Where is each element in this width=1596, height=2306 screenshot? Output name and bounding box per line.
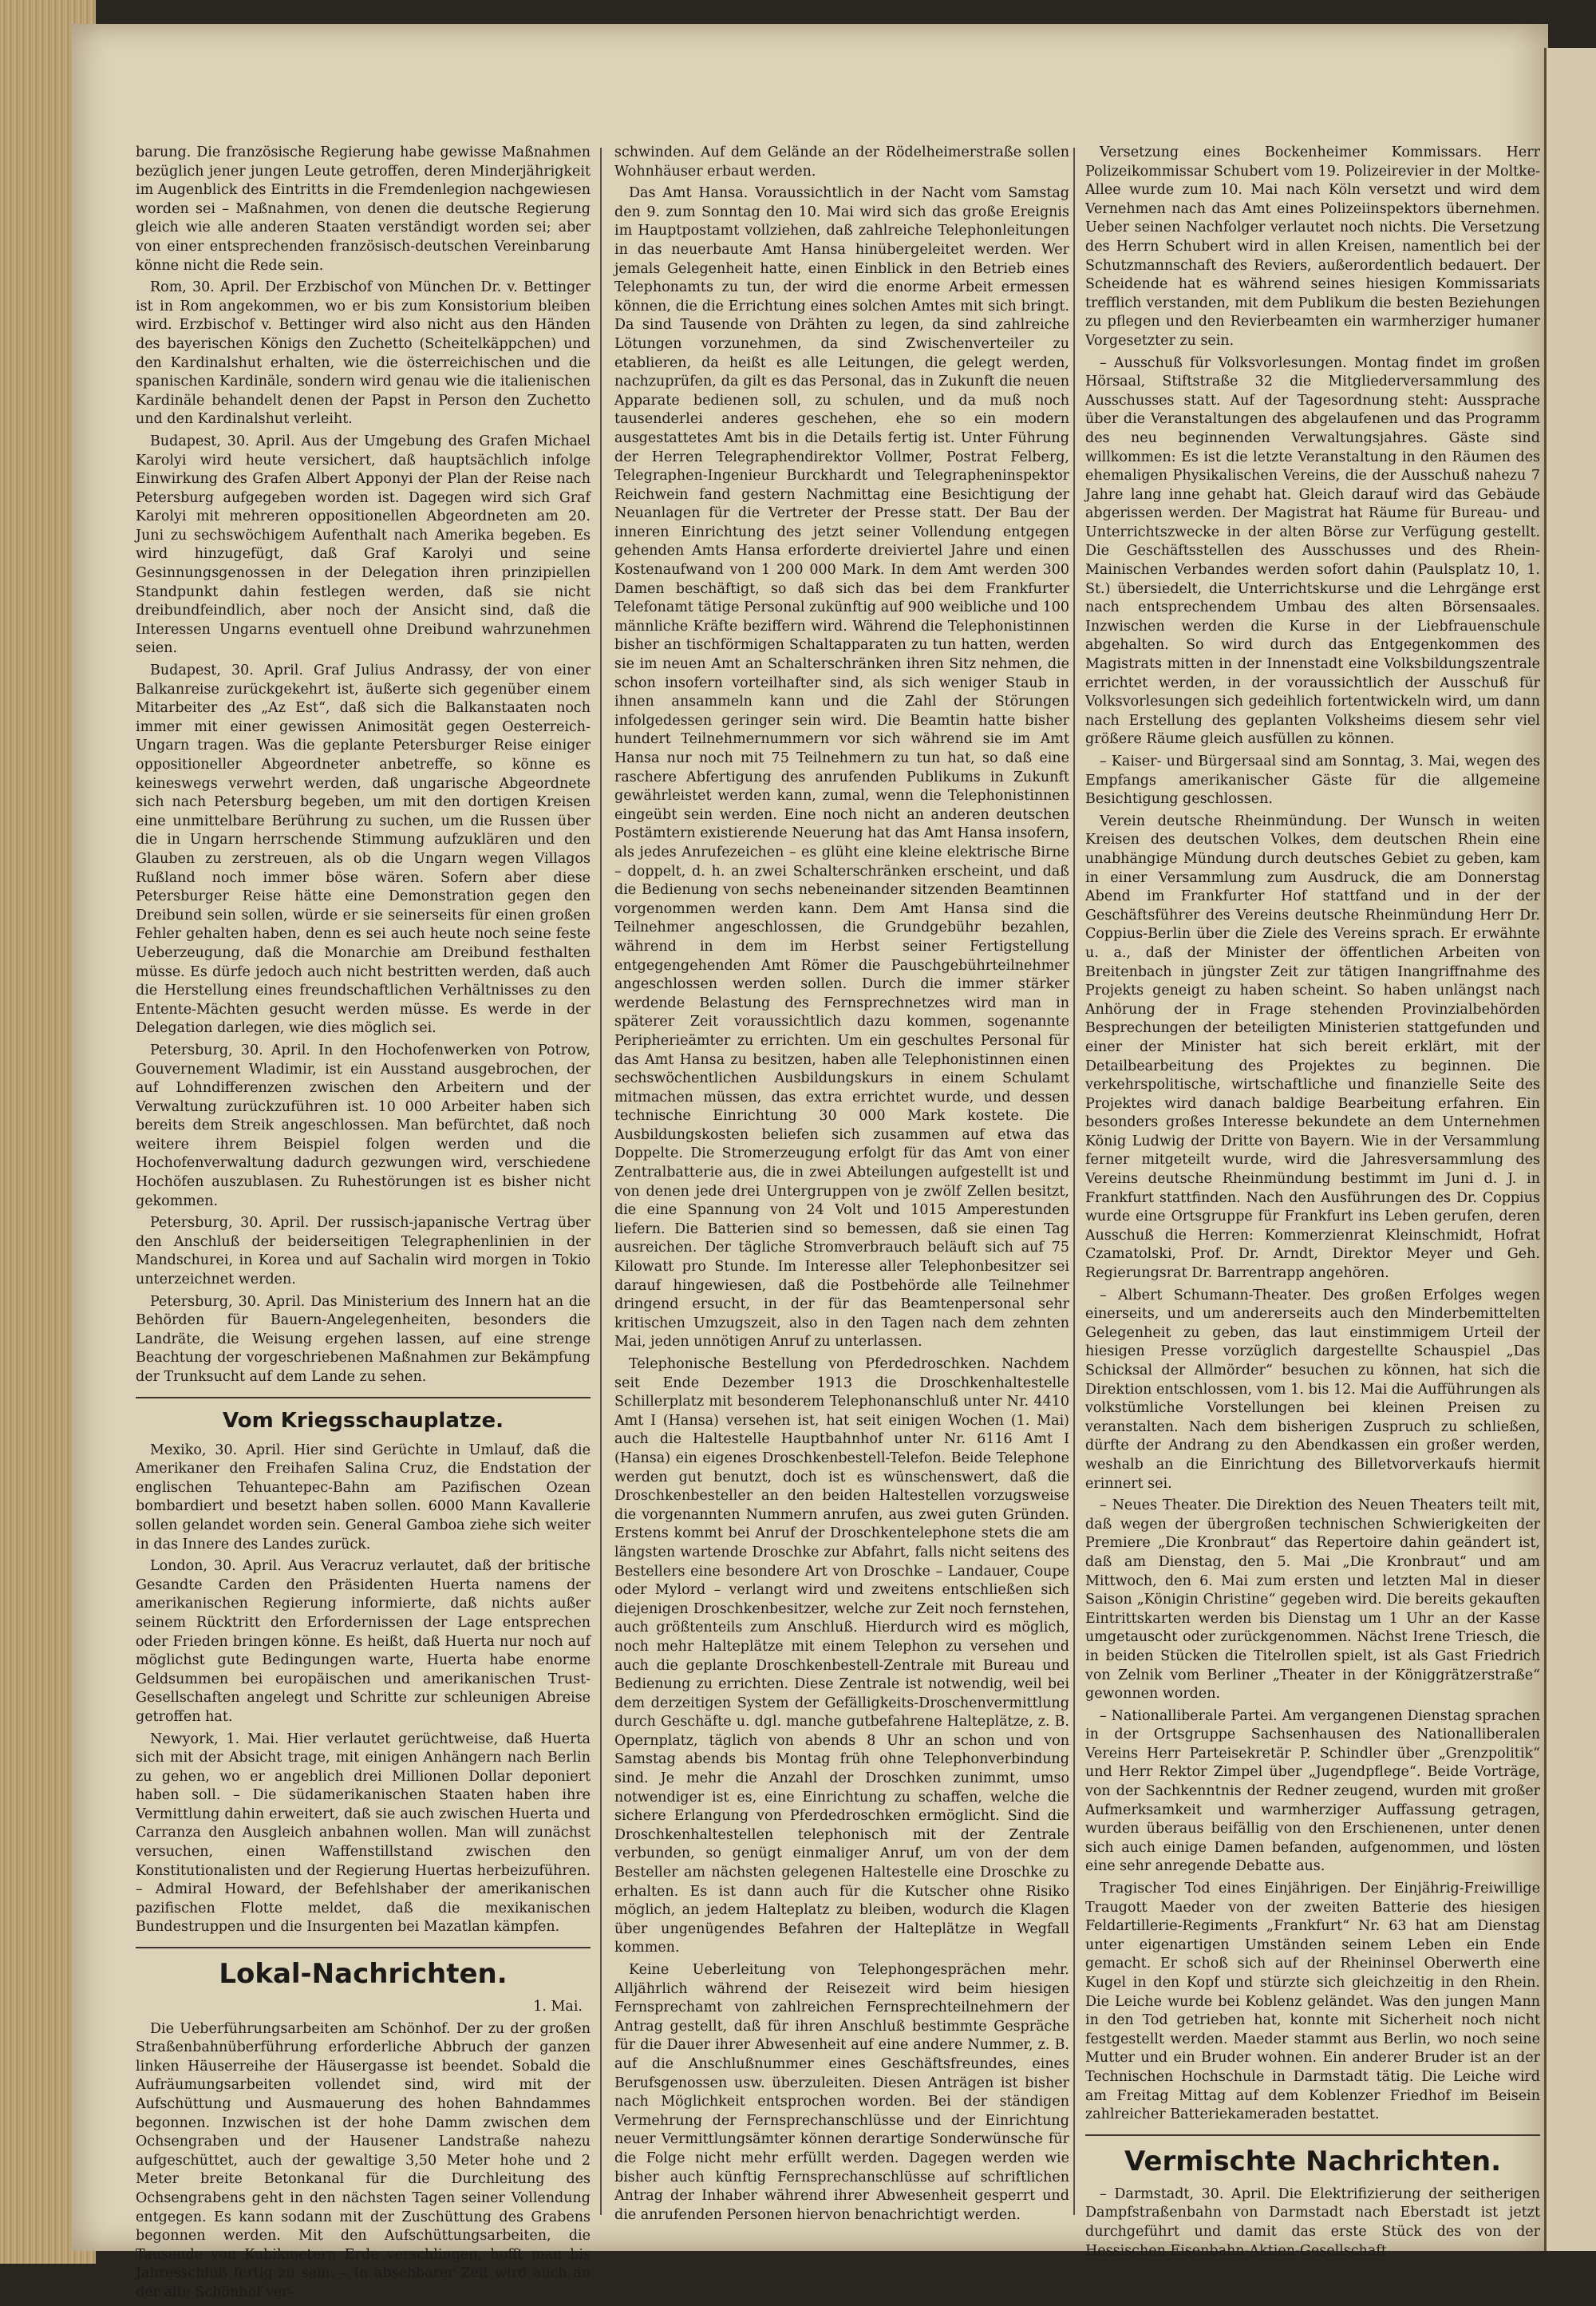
- article-paragraph: Petersburg, 30. April. In den Hochofenwerken von Potrow, Gouvernement Wladimir, ist ein Ausstand ausgebrochen, der auf Lohndifferenzen zwischen den Arbeitern und der Verwaltung zurückzuführen ist. 10 000 Arbeiter haben sich bereits dem Streik angeschlossen. Man befürchtet, daß noch weitere ihrem Beispiel folgen werden und die Hochofenverwaltung dadurch gezwungen wird, verschiedene Hochöfen auszublasen. Zu Ruhestörungen ist es bisher nicht gekommen.: [136, 1042, 591, 1209]
- article-paragraph: – Nationalliberale Partei. Am vergangenen Dienstag sprachen in der Ortsgruppe Sachsenhausen des Nationalliberalen Vereins Herr Parteisekretär P. Schindler über „Grenzpolitik“ und Herr Rektor Zimpel über „Jugendpflege“. Beide Vorträge, von der Sachkenntnis der Redner zeugend, wurden mit großer Aufmerksamkeit und warmherziger Auffassung getragen, wurden überaus beifällig von den Erschienenen, unter denen sich auch einige Damen befanden, aufgenommen, und lösten eine sehr anregende Debatte aus.: [1085, 1707, 1540, 1875]
- section-heading-misc: Vermischte Nachrichten.: [1085, 2134, 1540, 2181]
- dateline: 1. Mai.: [533, 1999, 583, 2015]
- article-paragraph: London, 30. April. Aus Veracruz verlautet, daß der britische Gesandte Carden den Präsidenten Huerta namens der amerikanischen Regierung informierte, daß nichts außer seinem Rücktritt den Erfordernissen der Lage entsprechen oder Frieden bringen könne. Es heißt, daß Huerta nur noch auf möglichst gute Bedingungen warte, Huerta habe enorme Geldsummen bei europäischen und amerikanischen Trust-Gesellschaften angelegt und Schritte zur schleunigen Abreise getroffen hat.: [136, 1558, 591, 1725]
- article-paragraph: Petersburg, 30. April. Das Ministerium des Innern hat an die Behörden für Bauern-Angelegenheiten, besonders die Landräte, die Weisung ergehen lassen, auf eine strenge Beachtung der vorgeschriebenen Maßnahmen zur Bekämpfung der Trunksucht auf dem Lande zu sehen.: [136, 1293, 591, 1385]
- article-paragraph: Die Ueberführungsarbeiten am Schönhof. Der zu der großen Straßenbahnüberführung erforderliche Abbruch der ganzen linken Häuserreihe der Häusergasse ist beendet. Sobald die Aufräumungsarbeiten vollendet sind, wird mit der Aufschüttung und Ausmauerung des hohen Bahndammes begonnen. Inzwischen ist der hohe Damm zwischen dem Ochsengraben und der Hausener Landstraße nahezu aufgeschüttet, auch der gewaltige 3,50 Meter hohe und 2 Meter breite Betonkanal für die Durchleitung des Ochsengrabens geht in den nächsten Tagen seiner Vollendung entgegen. Es kann sodann mit der Zuschüttung des Grabens begonnen werden. Mit den Aufschüttungsarbeiten, die Tausende von Kubikmetern Erde verschlingen, hofft man bis Jahresschluß fertig zu sein. – In absehbarer Zeit wird auch an der alte Schönhof ver-: [136, 2020, 591, 2300]
- article-paragraph: barung. Die französische Regierung habe gewisse Maßnahmen bezüglich jener jungen Leute getroffen, deren Minderjährigkeit im Augenblick des Eintritts in die Fremdenlegion nachgewiesen worden sei – Maßnahmen, von denen die deutsche Regierung gleich wie alle anderen Staaten verständigt worden sei; aber von einer entsprechenden französisch-deutschen Vereinbarung könne nicht die Rede sein.: [136, 144, 591, 274]
- section-heading-local: Lokal-Nachrichten.: [136, 1947, 591, 1993]
- article-paragraph: – Neues Theater. Die Direktion des Neuen Theaters teilt mit, daß wegen der übergroßen technischen Schwierigkeiten der Premiere „Die Kronbraut“ das Repertoire dahin geändert ist, daß am Dienstag, den 5. Mai „Die Kronbraut“ und am Mittwoch, den 6. Mai zum ersten und letzten Mal in dieser Saison „Königin Christine“ gegeben wird. Die bereits gekauften Eintrittskarten werden bis Dienstag um 1 Uhr an der Kasse umgetauscht oder zurückgenommen. Nächst Irene Triesch, die in beiden Stücken die Titelrollen spielt, ist als Gast Friedrich von Zelnik vom Berliner „Theater in der Königgrätzerstraße“ gewonnen worden.: [1085, 1497, 1540, 1703]
- article-paragraph: Keine Ueberleitung von Telephongesprächen mehr. Alljährlich während der Reisezeit wird beim hiesigen Fernsprechamt von zahlreichen Fernsprechteilnehmern der Antrag gestellt, daß für ihren Anschluß bestimmte Gespräche für die Dauer ihrer Abwesenheit auf eine andere Nummer, z. B. auf die Anschlußnummer eines Geschäftsfreundes, eines Berufsgenossen usw. überzuleiten. Diesen Anträgen ist bisher nach Möglichkeit entsprochen worden. Bei der ständigen Vermehrung der Fernsprechanschlüsse und der Einrichtung neuer Vermittlungsämter können derartige Sonderwünsche für die Folge nicht mehr erfüllt werden. Dagegen werden wie bisher auch künftig Fernsprechanschlüsse auf schriftlichen Antrag der Inhaber während ihrer Abwesenheit gesperrt und die anrufenden Personen hiervon benachrichtigt werden.: [614, 1962, 1069, 2223]
- article-paragraph: Mexiko, 30. April. Hier sind Gerüchte in Umlauf, daß die Amerikaner den Freihafen Salina Cruz, die Endstation der englischen Tehuantepec-Bahn am Pazifischen Ozean bombardiert und besetzt haben sollen. 6000 Mann Kavallerie sollen gelandet worden sein. General Gamboa ziehe sich weiter in das Innere des Landes zurück.: [136, 1442, 591, 1552]
- article-paragraph: Budapest, 30. April. Aus der Umgebung des Grafen Michael Karolyi wird heute versichert, daß hauptsächlich infolge Einwirkung des Grafen Albert Apponyi der Plan der Reise nach Petersburg aufgegeben worden ist. Dagegen wird sich Graf Karolyi mit mehreren oppositionellen Abgeordneten am 20. Juni zu sechswöchigem Aufenthalt nach Amerika begeben. Es wird hinzugefügt, daß Graf Karolyi und seine Gesinnungsgenossen in der Delegation ihren prinzipiellen Standpunkt dahin festlegen werden, daß sie nicht dreibundfeindlich, aber noch der Ansicht sind, daß die Interessen Ungarns eventuell ohne Dreibund wahrzunehmen seien.: [136, 433, 591, 657]
- article-paragraph: schwinden. Auf dem Gelände an der Rödelheimerstraße sollen Wohnhäuser erbaut werden.: [614, 144, 1069, 180]
- article-paragraph: – Albert Schumann-Theater. Des großen Erfolges wegen einerseits, und um andererseits auch den Minderbemittelten Gelegenheit zu geben, das laut einstimmigem Urteil der hiesigen Presse vorzüglich dargestellte Schauspiel „Das Schicksal der Allmörder“ besuchen zu können, hat sich die Direktion entschlossen, vom 1. bis 12. Mai die Aufführungen als volkstümliche Vorstellungen bei kleinen Preisen zu veranstalten. Nach dem bisherigen Zuspruch zu schließen, dürfte der Andrang zu den Abendkassen ein großer werden, weshalb an die Einrichtung des Billetvorverkaufs hiermit erinnert sei.: [1085, 1287, 1540, 1492]
- column-3: [1085, 144, 1540, 2264]
- article-paragraph: Rom, 30. April. Der Erzbischof von München Dr. v. Bettinger ist in Rom angekommen, wo er bis zum Konsistorium bleiben wird. Erzbischof v. Bettinger wird also nicht aus den Händen des bayerischen Königs den Zuchetto (Scheitelkäppchen) und den Kardinalshut erhalten, wie die österreichischen und die spanischen Kardinäle, sondern wird genau wie die italienischen Kardinäle behandelt denen der Papst in Person den Zuchetto und den Kardinalshut verleiht.: [136, 279, 591, 428]
- article-paragraph: – Ausschuß für Volksvorlesungen. Montag findet im großen Hörsaal, Stiftstraße 32 die Mitgliederversammlung des Ausschusses statt. Auf der Tagesordnung steht: Aussprache über die Veranstaltungen des abgelaufenen und das Programm des neu beginnenden Verwaltungsjahres. Gäste sind willkommen: Es ist die letzte Veranstaltung in den Räumen des ehemaligen Physikalischen Vereins, die der Ausschuß nahezu 7 Jahre lang inne gehabt hat. Gleich darauf wird das Gebäude abgerissen werden. Der Magistrat hat Räume für Bureau- und Unterrichtszwecke in der alten Börse zur Verfügung gestellt. Die Geschäftsstellen des Ausschusses und des Rhein-Mainischen Verbandes werden sofort dahin (Paulsplatz 10, 1. St.) übersiedelt, die Unterrichtskurse und die Lehrgänge erst nach entsprechendem Umbau des alten Börsensaales. Inzwischen werden die Kurse in der Liebfrauenschule abgehalten. So wird durch das Entgegenkommen des Magistrats mitten in der Innenstadt eine Volksbildungszentrale errichtet werden, in der voraussichtlich der Ausschuß für Volksvorlesungen sich gedeihlich fortentwickeln wird, um dann nach Erstellung des geplanten Volksheims diesem sehr viel größere Räume gleich ausfüllen zu können.: [1085, 354, 1540, 748]
- article-paragraph: – Darmstadt, 30. April. Die Elektrifizierung der seitherigen Dampfstraßenbahn von Darmstadt nach Eberstadt ist jetzt durchgeführt und damit das erste Stück des von der Hessischen Eisenbahn-Aktien-Gesellschaft: [1085, 2185, 1540, 2259]
- article-paragraph: Tragischer Tod eines Einjährigen. Der Einjährig-Freiwillige Traugott Maeder von der zweiten Batterie des hiesigen Feldartillerie-Regiments „Frankfurt“ Nr. 63 hat am Dienstag unter eigenartigen Umständen seinem Leben ein Ende gemacht. Er schoß sich auf der Rheininsel Oberwerth eine Kugel in den Kopf und stürzte sich gleichzeitig in den Rhein. Die Leiche wurde bei Koblenz geländet. Was den jungen Mann in den Tod getrieben hat, konnte mit Sicherheit noch nicht festgestellt werden. Maeder stammt aus Berlin, wo noch seine Mutter und ein Bruder wohnen. Ein anderer Bruder ist an der Technischen Hochschule in Darmstadt tätig. Die Leiche wird am Freitag Mittag auf dem Koblenzer Friedhof im Beisein zahlreicher Batteriekameraden bestattet.: [1085, 1881, 1540, 2123]
- article-paragraph: Newyork, 1. Mai. Hier verlautet gerüchtweise, daß Huerta sich mit der Absicht trage, mit einigen Anhängern nach Berlin zu gehen, wo er angeblich drei Millionen Dollar deponiert haben soll. – Die südamerikanischen Staaten haben ihre Vermittlung dahin erweitert, daß sie auch zwischen Huerta und Carranza den Ausgleich anbahnen wollen. Man will zunächst versuchen, einen Waffenstillstand zwischen den Konstitutionalisten und der Regierung Huertas herbeizuführen. – Admiral Howard, der Befehlshaber der amerikanischen pazifischen Flotte meldet, daß die mexikanischen Bundestruppen und die Insurgenten bei Mazatlan kämpfen.: [136, 1730, 591, 1936]
- article-paragraph: – Kaiser- und Bürgersaal sind am Sonntag, 3. Mai, wegen des Empfangs amerikanischer Gäste für die allgemeine Besichtigung geschlossen.: [1085, 754, 1540, 808]
- column-rule: [1073, 148, 1075, 2215]
- article-paragraph: Das Amt Hansa. Voraussichtlich in der Nacht vom Samstag den 9. zum Sonntag den 10. Mai wird sich das große Ereignis im Hauptpostamt vollziehen, daß zahlreiche Telephonleitungen in das neuerbaute Amt Hansa hinübergeleitet werden. Wer jemals Gelegenheit hatte, einen Einblick in den Betrieb eines Telephonamts zu tun, der wird die enorme Arbeit ermessen können, die die Errichtung eines solchen Amtes mit sich bringt. Da sind Tausende von Drähten zu legen, da sind zahlreiche Lötungen vorzunehmen, da sind Zwischenverteiler zu etablieren, da heißt es alle Leitungen, die gelegt werden, nachzuprüfen, da gilt es das Personal, das in Zukunft die neuen Apparate bedienen soll, zu schulen, und da muß noch tausenderlei anderes geschehen, ehe so ein modern ausgestattetes Amt bis in die Details fertig ist. Unter Führung der Herren Telegraphendirektor Vollmer, Postrat Felberg, Telegraphen-Ingenieur Burckhardt und Telegrapheninspektor Reichwein fand gestern Nachmittag eine Besichtigung der Neuanlagen für die Vertreter der Presse statt. Der Bau der inneren Einrichtung des jetzt seiner Vollendung entgegen gehenden Amts Hansa erforderte dreiviertel Jahre und einen Kostenaufwand von 1 200 000 Mark. In dem Amt werden 300 Damen beschäftigt, so daß sich das bei dem Frankfurter Telefonamt tätige Personal zukünftig auf 900 weibliche und 100 männliche Kräfte beziffern wird. Während die Telephonistinnen bisher an tischförmigen Schaltapparaten zu tun hatten, werden sie im neuen Amt an Schalterschränken ihren Sitz nehmen, die schon insofern vorteilhafter sind, als sich weniger Staub in ihnen ansammeln kann und die Zahl der Störungen infolgedessen geringer sein wird. Die Beamtin hatte bisher hundert Teilnehmernummern vor sich während sie im Amt Hansa nur noch mit 75 Teilnehmern zu tun hat, so daß eine raschere Abfertigung des anrufenden Publikums in Zukunft gewährleistet werden kann, zumal, wenn die Telephonistinnen eingeübt sein werden. Eine noch nicht an anderen deutschen Postämtern existierende Neuerung hat das Amt Hansa insofern, als jedes Anrufezeichen – es glüht eine kleine elektrische Birne – doppelt, d. h. an zwei Schalterschränken erscheint, und daß die Bedienung von sechs nebeneinander sitzenden Beamtinnen vorgenommen werden kann. Dem Amt Hansa sind die Teilnehmer angeschlossen, die Grundgebühr bezahlen, während in dem im Herbst seiner Fertigstellung entgegengehenden Amt Römer die Pauschgebührteilnehmer angeschlossen werden sollen. Durch die immer stärker werdende Belastung des Fernsprechnetzes wird man in späterer Zeit voraussichtlich dazu kommen, sogenannte Peripherieämter zu errichten. Um ein geschultes Personal für das Amt Hansa zu besitzen, haben alle Telephonistinnen einen sechswöchentlichen Ausbildungskurs in einem Schulamt mitmachen müssen, das extra errichtet wurde, und dessen technische Einrichtung 30 000 Mark kostete. Die Ausbildungskosten beliefen sich zusammen auf etwa das Doppelte. Die Stromerzeugung erfolgt für das Amt von einer Zentralbatterie aus, die in zwei Abteilungen aufgestellt ist und von denen jede drei Untergruppen von je zwölf Zellen besitzt, die eine Spannung von 24 Volt und 1015 Amperestunden liefern. Die Batterien sind so bemessen, daß sie einen Tag ausreichen. Der tägliche Stromverbrauch beläuft sich auf 75 Kilowatt pro Stunde. Im Interesse aller Telephonbesitzer sei darauf hingewiesen, daß die Postbehörde alle Teilnehmer dringend ersucht, in der für das Beamtenpersonal sehr kritischen Umzugszeit, also in den Tagen nach dem zehnten Mai, jeden unnötigen Anruf zu unterlassen.: [614, 185, 1069, 1351]
- article-paragraph: Petersburg, 30. April. Der russisch-japanische Vertrag über den Anschluß der beiderseitigen Telegraphenlinien in der Mandschurei, in Korea und auf Sachalin wird morgen in Tokio unterzeichnet werden.: [136, 1215, 591, 1288]
- section-heading-war: Vom Kriegsschauplatze.: [136, 1397, 591, 1437]
- column-2: [614, 144, 1069, 2228]
- article-paragraph: Telephonische Bestellung von Pferdedroschken. Nachdem seit Ende Dezember 1913 die Droschkenhaltestelle Schillerplatz mit besonderem Telephonanschluß unter Nr. 4410 Amt I (Hansa) versehen ist, hat seit einigen Wochen (1. Mai) auch die Haltestelle Hauptbahnhof unter Nr. 6116 Amt I (Hansa) ein eigenes Droschkenbestell-Telefon. Beide Telephone werden gut benutzt, doch ist es wünschenswert, daß die Droschkenbesteller an den beiden Haltestellen vorzugsweise die vorgenannten Nummern anrufen, aus zwei guten Gründen. Erstens kommt bei Anruf der Droschkentelephone stets die am längsten wartende Droschke zur Abfahrt, falls nicht seitens des Bestellers eine besondere Art von Droschke – Landauer, Coupe oder Mylord – verlangt wird und zweitens entschließen sich diejenigen Droschkenbesitzer, welche zur Zeit noch fernstehen, auch größtenteils zum Anschluß. Hierdurch wird es möglich, noch mehr Halteplätze mit einem Telephon zu versehen und auch die geplante Droschkenbestell-Zentrale mit Bureau und Bedienung zu errichten. Diese Zentrale ist notwendig, weil bei dem derzeitigen System der Gefälligkeits-Droschenvermittlung durch Geschäfte u. dgl. manche gutbefahrene Halteplätze, z. B. Opernplatz, täglich von abends 8 Uhr an schon und von Samstag abends bis Montag früh ohne Telephonverbindung sind. Je mehr die Anzahl der Droschken zunimmt, umso notwendiger ist es, eine Einrichtung zu schaffen, welche die sichere Erlangung von Pferdedroschken ermöglicht. Sind die Droschkenhaltestellen telephonisch mit der Zentrale verbunden, so genügt einmaliger Anruf, um von der dem Besteller am nächsten gelegenen Haltestelle eine Droschke zu erhalten. Es ist dann auch für die Kutscher ohne Risiko möglich, an jedem Halteplatz zu bleiben, wodurch die Klagen über ungenügendes Befahren der Halteplätze in Wegfall kommen.: [614, 1356, 1069, 1956]
- article-paragraph: Verein deutsche Rheinmündung. Der Wunsch in weiten Kreisen des deutschen Volkes, dem deutschen Rhein eine unabhängige Mündung durch deutsches Gebiet zu geben, kam in einer Versammlung zum Ausdruck, die am Donnerstag Abend im Frankfurter Hof stattfand und in der der Geschäftsführer des Vereins deutsche Rheinmündung Herr Dr. Coppius-Berlin über die Ziele des Vereins sprach. Er erwähnte u. a., daß der Minister der öffentlichen Arbeiten von Breitenbach in jüngster Zeit zur tätigen Inangriffnahme des Projekts geneigt zu haben scheint. So haben unlängst nach Anhörung der in Frage stehenden Provinzialbehörden Besprechungen der beteiligten Ministerien stattgefunden und einer der Minister hat sich bereit erklärt, mit der Detailbearbeitung des Projektes zu beginnen. Die verkehrspolitische, wirtschaftliche und finanzielle Seite des Projektes wird danach baldige Bearbeitung erfahren. Ein besonders großes Interesse bekundete an dem Unternehmen König Ludwig der Dritte von Bayern. Wie in der Versammlung ferner mitgeteilt wurde, wird die Jahresversammlung des Vereins deutsche Rheinmündung bestimmt im Juni d. J. in Frankfurt stattfinden. Nach den Ausführungen des Dr. Coppius wurde eine Ortsgruppe für Frankfurt ins Leben gerufen, deren Ausschuß die Herren: Kommerzienrat Kleinschmidt, Hofrat Czamatolski, Prof. Dr. Arndt, Direktor Meyer und Geh. Regierungsrat Dr. Barrentrapp angehören.: [1085, 813, 1540, 1282]
- article-paragraph: Budapest, 30. April. Graf Julius Andrassy, der von einer Balkanreise zurückgekehrt ist, äußerte sich gegenüber einem Mitarbeiter des „Az Est“, daß sich die Balkanstaaten noch immer mit einer gewissen Animosität gegen Oesterreich-Ungarn tragen. Was die geplante Petersburger Reise einiger oppositioneller Abgeordneter anbetreffe, so könne es keineswegs verwehrt werden, daß ungarische Abgeordnete sich nach Petersburg begeben, um mit den dortigen Kreisen eine unmittelbare Berührung zu suchen, um die Russen über die in Ungarn herrschende Stimmung aufzuklären und den Glauben zu zerstreuen, als ob die Ungarn wegen Villagos Rußland noch immer böse wären. Sofern aber diese Petersburger Reise hätte eine Demonstration gegen den Dreibund sein sollen, würde er sie seinerseits für einen großen Fehler gehalten haben, denn es sei auch heute noch seine feste Ueberzeugung, daß die Monarchie am Dreibund festhalten müsse. Es dürfe jedoch auch nicht bestritten werden, daß auch die Herstellung eines freundschaftlichen Verhältnisses zu den Entente-Mächten gesucht werden müsse. Es werde in der Delegation darlegen, wie dies möglich sei.: [136, 663, 591, 1037]
- column-rule: [600, 148, 602, 2215]
- article-paragraph: Versetzung eines Bockenheimer Kommissars. Herr Polizeikommissar Schubert vom 19. Polizeirevier in der Moltke-Allee wurde zum 10. Mai nach Köln versetzt und wird dem Vernehmen nach das Amt eines Polizeiinspektors übernehmen. Ueber seinen Nachfolger verlautet noch nichts. Die Versetzung des Herrn Schubert wird in allen Kreisen, namentlich bei der Schutzmannschaft des Reviers, außerordentlich bedauert. Der Scheidende hat es während seines hiesigen Kommissariats trefflich verstanden, mit dem Publikum die besten Beziehungen zu pflegen und den Revierbeamten ein warmherziger humaner Vorgesetzter zu sein.: [1085, 144, 1540, 349]
- column-1: [136, 144, 591, 2306]
- adjacent-page-edge: [1544, 48, 1596, 2251]
